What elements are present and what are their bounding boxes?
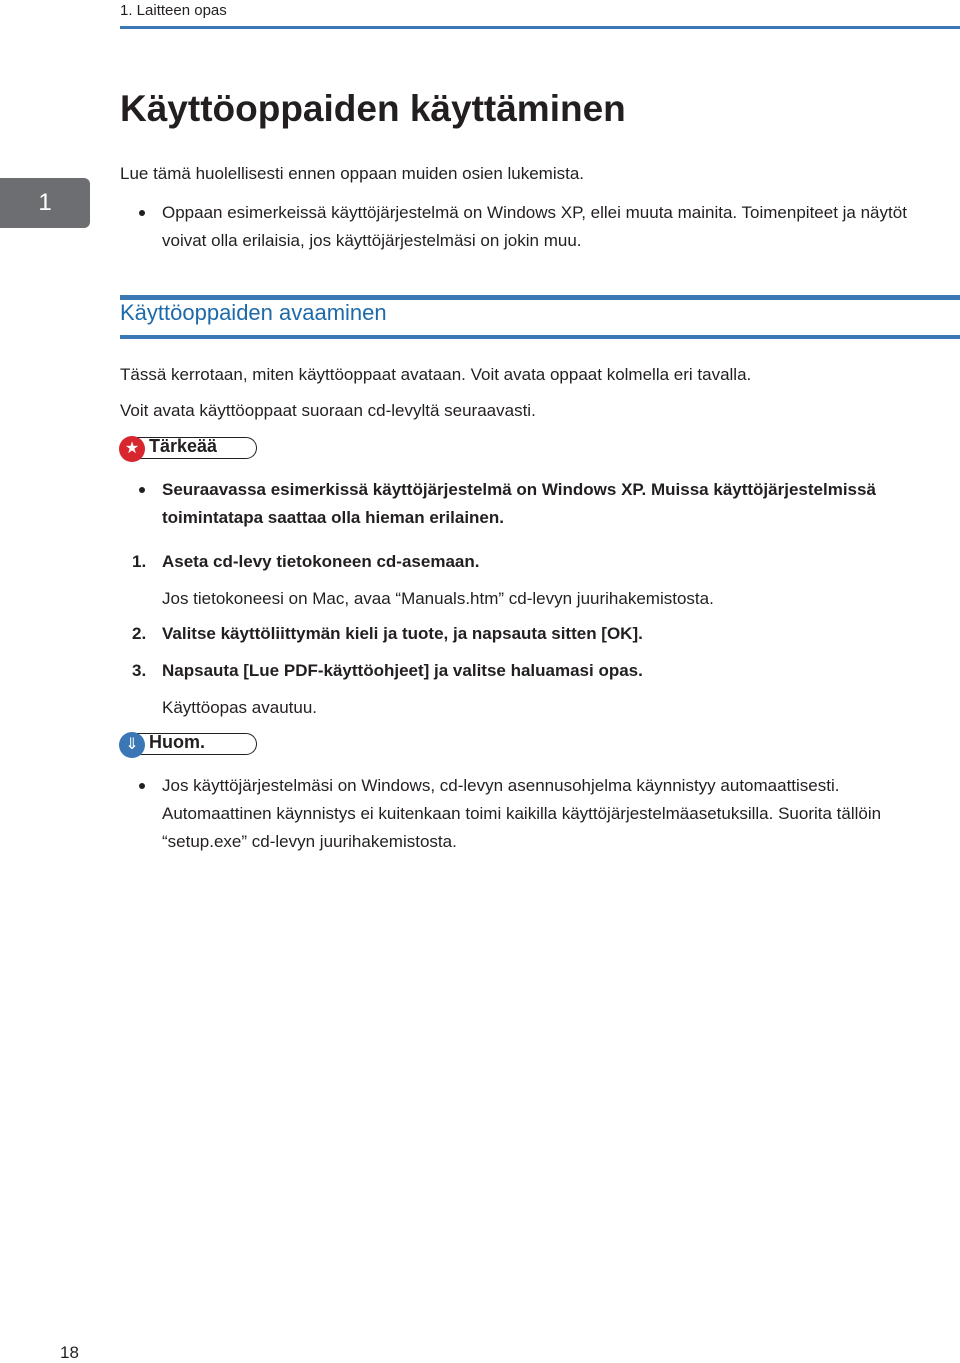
intro-bullet-list bbox=[120, 199, 950, 255]
section-paragraph: Tässä kerrotaan, miten käyttöoppaat avataan. Voit avata oppaat kolmella eri tavalla. bbox=[120, 365, 752, 384]
chapter-tab: 1 bbox=[0, 178, 90, 228]
list-item bbox=[120, 476, 950, 532]
section-rule-bottom bbox=[120, 335, 960, 339]
important-badge bbox=[120, 437, 257, 459]
list-item bbox=[120, 772, 932, 856]
list-item-text: Jos käyttöjärjestelmäsi on Windows, cd-levyn asennusohjelma käynnistyy automaattisesti. Automaattinen käynnistys ei kuitenkaan toimi kaikilla käyttöjärjestelmäasetuksilla. Suorita tällöin “setup.exe” cd-levyn juurihakemistosta. bbox=[162, 776, 882, 851]
step-3 bbox=[132, 657, 952, 685]
note-label: Huom. bbox=[149, 732, 205, 752]
step-text: Napsauta [Lue PDF-käyttöohjeet] ja valitse haluamasi opas. bbox=[162, 661, 643, 680]
header-rule bbox=[120, 26, 960, 29]
list-item-text: Seuraavassa esimerkissä käyttöjärjestelmä on Windows XP. Muissa käyttöjärjestelmissä toimintatapa saattaa olla hieman erilainen. bbox=[162, 480, 876, 527]
running-header: 1. Laitteen opas bbox=[120, 2, 227, 19]
step-text: Aseta cd-levy tietokoneen cd-asemaan. bbox=[162, 552, 480, 571]
step-number: 1. bbox=[132, 552, 147, 571]
step-1 bbox=[132, 548, 952, 576]
note-badge bbox=[120, 733, 257, 755]
list-item-text: Oppaan esimerkeissä käyttöjärjestelmä on Windows XP, ellei muuta mainita. Toimenpiteet ja näytöt voivat olla erilaisia, jos käyttöjärjestelmäsi on jokin muu. bbox=[162, 203, 907, 250]
note-bullet-list bbox=[120, 772, 932, 856]
star-icon: ★ bbox=[119, 436, 145, 462]
page-number: 18 bbox=[60, 1343, 79, 1362]
step-2 bbox=[132, 620, 952, 648]
page-title: Käyttöoppaiden käyttäminen bbox=[120, 88, 626, 129]
list-item bbox=[120, 199, 950, 255]
step-text: Valitse käyttöliittymän kieli ja tuote, ja napsauta sitten [OK]. bbox=[162, 624, 643, 643]
important-label: Tärkeää bbox=[149, 436, 218, 456]
bullet-icon bbox=[139, 210, 145, 216]
section-title: Käyttöoppaiden avaaminen bbox=[120, 300, 387, 325]
step-note: Käyttöopas avautuu. bbox=[162, 698, 318, 717]
bullet-icon bbox=[139, 783, 145, 789]
important-bullet-list bbox=[120, 476, 950, 532]
step-note: Jos tietokoneesi on Mac, avaa “Manuals.htm” cd-levyn juurihakemistosta. bbox=[162, 589, 714, 608]
arrow-down-icon: ⇓ bbox=[119, 732, 145, 758]
step-number: 2. bbox=[132, 624, 147, 643]
bullet-icon bbox=[139, 487, 145, 493]
section-paragraph: Voit avata käyttöoppaat suoraan cd-levyltä seuraavasti. bbox=[120, 401, 536, 420]
step-number: 3. bbox=[132, 661, 147, 680]
intro-paragraph: Lue tämä huolellisesti ennen oppaan muiden osien lukemista. bbox=[120, 164, 585, 183]
